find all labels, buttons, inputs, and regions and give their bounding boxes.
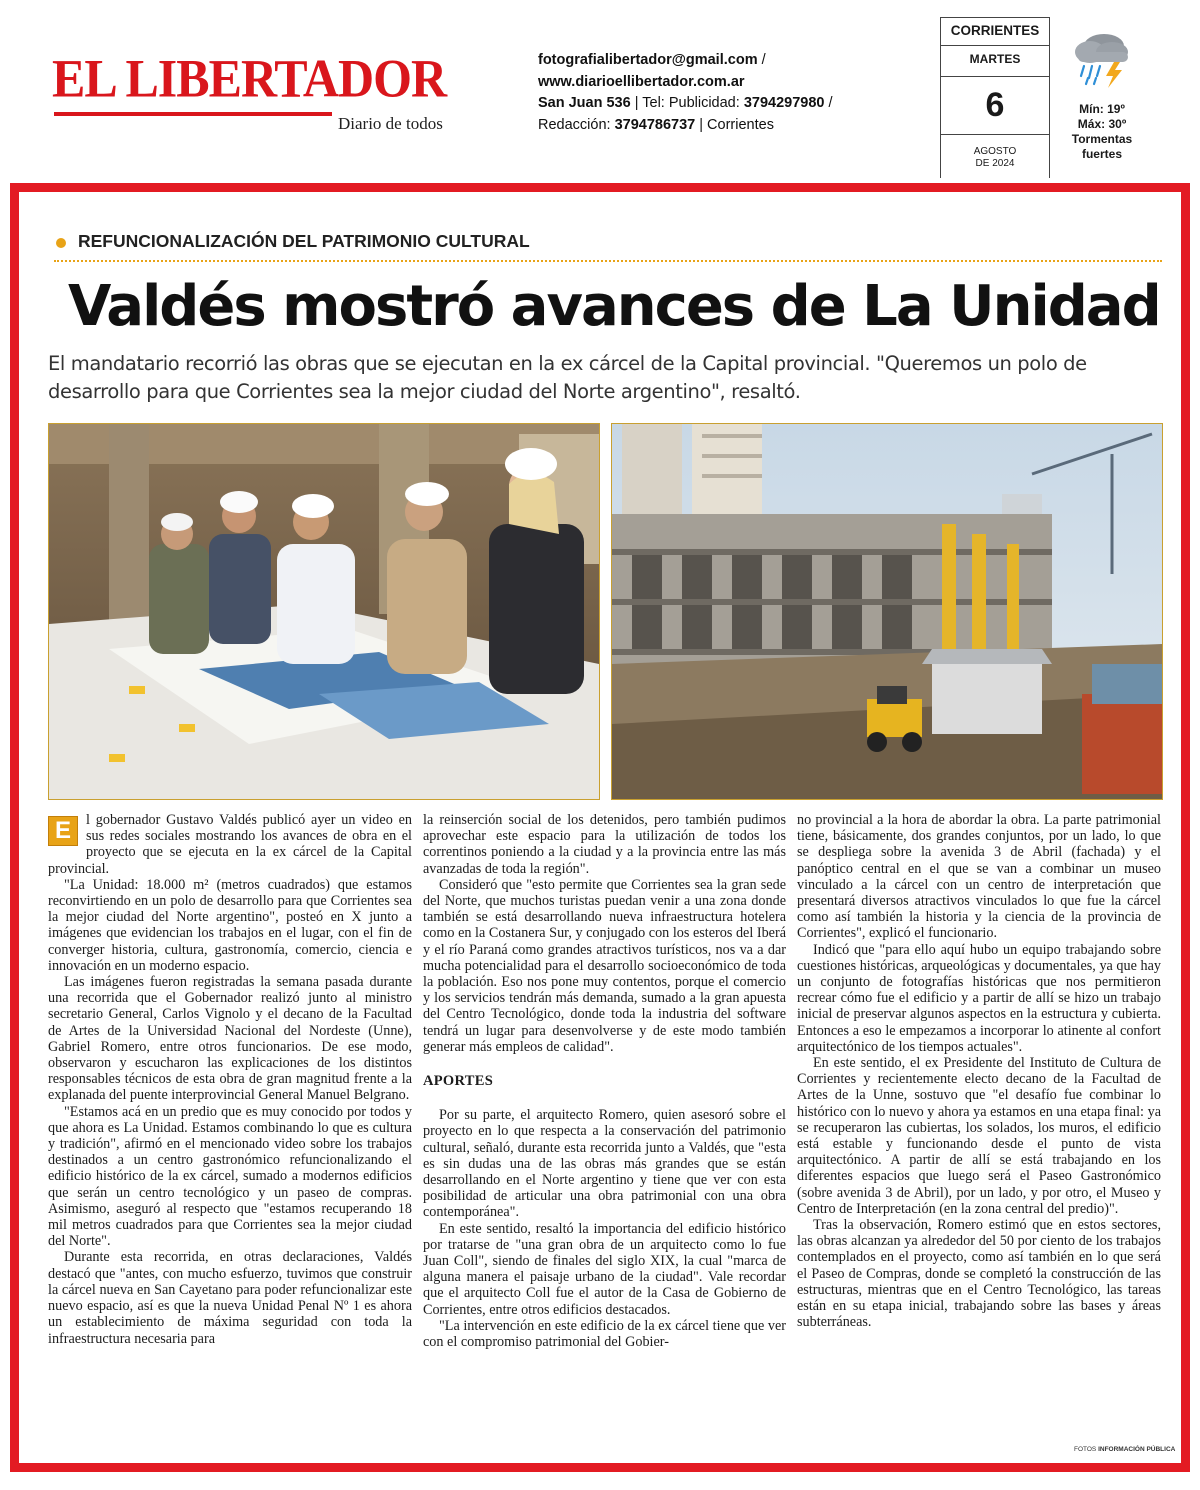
contact-sep: / <box>824 95 833 111</box>
paragraph: no provincial a la hora de abordar la obra. La parte patrimonial tiene, básicamente, dos grandes conjuntos, por un lado, lo que se despliega sobre la avenida 3 de Abril (fachada) y el panóptico central en el que se van a combinar un museo vinculado a la cárcel con un centro de interpretación que presentará diversos atractivos vinculados lo que fue la cárcel como así también la historia y la ciencia de la provincia de Corrientes", explicó el funcionario. <box>797 812 1161 942</box>
masthead <box>0 0 1200 182</box>
paragraph: Durante esta recorrida, en otras declaraciones, Valdés destacó que "antes, con mucho esfuerzo, tuvimos que construir la cárcel nueva en San Cayetano para poder refuncionalizar este nuevo espacio, así es que la nueva Unidad Penal Nº 1 es ahora un establecimiento de máxima seguridad con toda la infraestructura necesaria para <box>48 1249 412 1347</box>
paragraph: En este sentido, el ex Presidente del Instituto de Cultura de Corrientes y recientemente electo decano de la Facultad de Artes de la Unne, sostuvo que "el desafío fue combinar lo histórico con lo nuevo y ahora ya estamos en una etapa final: ya se recuperaron las cubiertas, los solados, los muros, el edificio está estable y funcionando desde el punto de vista arquitectónico. A partir de allí se está trabajando en los diferentes espacios que luego será el Paseo Gastronómico (sobre avenida 3 de Abril), por un lado, y por otro, el Museo y Centro de Interpretación (en la zona central del predio)". <box>797 1055 1161 1217</box>
article-deck: El mandatario recorrió las obras que se ejecutan en la ex cárcel de la Capital provincial. "Queremos un polo de desarrollo para que Corrientes sea la mejor ciudad del Norte argentino", resaltó. <box>48 352 1087 403</box>
paragraph: "La intervención en este edificio de la ex cárcel tiene que ver con el compromiso patrimonial del Gobier- <box>423 1317 786 1351</box>
newspaper-tagline: Diario de todos <box>338 114 443 133</box>
contact-newsroom-label: Redacción: <box>538 116 615 133</box>
masthead-rule <box>10 183 1190 192</box>
contact-email[interactable]: fotografialibertador@gmail.com <box>538 52 758 68</box>
date-month-year <box>941 146 1049 170</box>
photo-construction-site[interactable] <box>611 423 1163 800</box>
date-city: CORRIENTES <box>950 23 1040 38</box>
contact-city: | Corrientes <box>695 116 774 133</box>
date-divider <box>941 45 1049 46</box>
article-column-3 <box>797 812 1161 1331</box>
section-subhead: APORTES <box>423 1073 494 1090</box>
article-column-2 <box>423 812 786 1350</box>
contact-block <box>538 50 833 136</box>
construction-site-photo <box>612 424 1162 799</box>
newspaper-logo[interactable]: EL LIBERTADOR <box>52 48 447 109</box>
paragraph: "Estamos acá en un predio que es muy conocido por todos y que ahora es La Unidad. Estamos combinando lo que es cultura y tradición", afirmó en el mencionado video sobre los trabajos destinados a un centro gastronómico refuncionalizando el edificio histórico de la ex cárcel, sumado a modernos edificios que serán un centro tecnológico y un paseo de compras. Asimismo, aseguró al respecto que "estamos recuperando 18 mil metros cuadrados para que Corrientes sea la mejor ciudad del Norte". <box>48 1103 412 1250</box>
weather-min: Mín: 19º <box>1079 102 1125 116</box>
paragraph: l gobernador Gustavo Valdés publicó ayer un video en sus redes sociales mostrando los avances de obra en el proyecto que se ejecuta en la ex cárcel de la Capital provincial. <box>48 812 412 877</box>
date-divider <box>941 134 1049 135</box>
weather-text <box>1052 102 1152 162</box>
paragraph: Tras la observación, Romero estimó que en estos sectores, las obras alcanzan ya alrededor del 50 por ciento de los trabajos contemplados en el proyecto, como así también en lo que será el Paseo de Compras, donde se completó la construcción de las estructuras, mientras que en el Centro Tecnológico, las tareas están en su etapa inicial, trabajando sobre las bases y áreas subterráneas. <box>797 1217 1161 1331</box>
kicker-rule <box>54 260 1162 262</box>
contact-phone-newsroom: 3794786737 <box>614 116 696 133</box>
weather-widget <box>1052 28 1162 178</box>
kicker-bullet-icon <box>56 238 66 248</box>
date-divider <box>941 76 1049 77</box>
paragraph: Por su parte, el arquitecto Romero, quien asesoró sobre el proyecto en lo que respecta a la conservación del patrimonio cultural, señaló, durante esta recorrida junto a Valdés, que "esta es sin dudas una de las obras más grandes que se están desarrollando en el Norte argentino y tiene que ver con esta posibilidad de articular una obra patrimonial con una obra contemporánea". <box>423 1107 786 1221</box>
article-column-1 <box>48 812 412 1347</box>
contact-website[interactable]: www.diarioellibertador.com.ar <box>538 73 745 90</box>
construction-meeting-photo <box>49 424 599 799</box>
paragraph: En este sentido, resaltó la importancia del edificio histórico por tratarse de "una gran obra de un arquitecto como lo fue Juan Coll", siendo de finales del siglo XIX, la cual "marca de alguna manera el paisaje urbano de la ciudad". Vale recordar que el arquitecto Coll fue el autor de la Casa de Gobierno de Corrientes, entre otros edificios destacados. <box>423 1220 786 1318</box>
weather-condition: fuertes <box>1081 147 1122 161</box>
paragraph: "La Unidad: 18.000 m² (metros cuadrados) que estamos reconvirtiendo en un polo de desarrollo para que Corrientes sea la mejor ciudad del Norte argentino", posteó en X junto a imágenes que evidencian los trabajos en el lugar, con el fin de converger historia, cultura, gastronomía, comercio, ciencia e innovación en un moderno espacio. <box>48 876 412 974</box>
contact-address: San Juan 536 <box>538 95 631 111</box>
article-kicker: REFUNCIONALIZACIÓN DEL PATRIMONIO CULTURAL <box>78 231 530 251</box>
logo-rule <box>54 112 332 116</box>
date-year: DE 2024 <box>975 158 1015 169</box>
photo-credit <box>1074 1446 1175 1453</box>
photo-credit-source: INFORMACIÓN PÚBLICA <box>1098 1446 1176 1453</box>
contact-sep: | Tel: Publicidad: <box>630 95 744 111</box>
date-day: 6 <box>985 86 1005 124</box>
weather-max: Máx: 30º <box>1077 117 1127 131</box>
date-weekday: MARTES <box>969 52 1021 66</box>
storm-cloud-icon <box>1068 28 1136 88</box>
paragraph: Las imágenes fueron registradas la semana pasada durante una recorrida que el Gobernador realizó junto al ministro secretario General, Carlos Vignolo y el decano de la Facultad de Artes de la Universidad Nacional del Nordeste (Unne), Gabriel Romero, entre otros funcionarios. De ese modo, observaron y escucharon las explicaciones de los distintos responsables técnicos de esta obra de gran magnitud frente a la explanada del puente interprovincial General Manuel Belgrano. <box>48 974 412 1104</box>
contact-phone-ads: 3794297980 <box>743 95 825 111</box>
photo-officials-reviewing-plans[interactable] <box>48 423 600 800</box>
date-box <box>940 17 1050 178</box>
date-month: AGOSTO <box>973 146 1017 157</box>
paragraph: la reinserción social de los detenidos, pero también pudimos aprovechar este espacio para la utilización de todos los correntinos poniendo a la ciudad y a la provincia entre las más avanzadas de toda la región". <box>423 812 786 877</box>
dropcap-letter: E <box>48 816 78 846</box>
paragraph: Consideró que "esto permite que Corrientes sea la gran sede del Norte, que muchos turistas puedan venir a una zona donde también se está desarrollando nueva infraestructura hotelera como en la Costanera Sur, y conjugado con los esteros del Iberá y el río Paraná como grandes atractivos turísticos, nos va a dar mucha potencialidad para el desarrollo socioeconómico de toda la población. Eso nos pone muy contentos, porque el comercio y los servicios tendrán más demanda, sumado a la gran apuesta del Centro Tecnológico, donde toda la industria del software tendrá un lugar para desenvolverse y de este modo también generar más empleos de calidad". <box>423 876 786 1055</box>
article-headline[interactable]: Valdés mostró avances de La Unidad <box>68 274 1160 339</box>
weather-condition: Tormentas <box>1071 132 1133 146</box>
paragraph: Indicó que "para ello aquí hubo un equipo trabajando sobre cuestiones históricas, arqueológicas y documentales, ya que hay un conjunto de fotografías históricas que nos permitieron recrear cómo fue el edificio y a partir de allí se hizo un trabajo inicial de preservar algunos aspectos en la estructura y cubierta. Entonces a eso le empezamos a incorporar lo atinente al confort arquitectónico de los tiempos actuales". <box>797 941 1161 1055</box>
contact-sep: / <box>757 52 766 68</box>
photo-credit-label: FOTOS <box>1074 1446 1099 1453</box>
